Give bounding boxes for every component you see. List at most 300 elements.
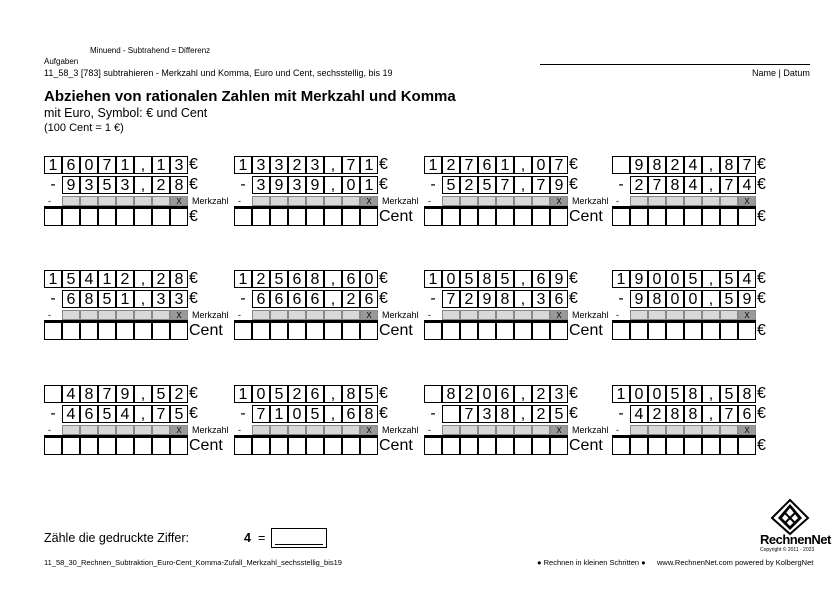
carry-cell[interactable]: [134, 196, 152, 206]
result-digit[interactable]: [152, 437, 170, 455]
result-digit[interactable]: [738, 322, 756, 340]
carry-cell[interactable]: [630, 196, 648, 206]
carry-cell[interactable]: X: [360, 196, 378, 206]
minuend-digit: 1: [360, 156, 378, 174]
carry-cell[interactable]: [252, 425, 270, 435]
carry-cell[interactable]: [514, 425, 532, 435]
result-digit[interactable]: [630, 322, 648, 340]
carry-cell[interactable]: X: [360, 310, 378, 320]
minuend-digit: 0: [648, 270, 666, 288]
carry-cell[interactable]: X: [550, 425, 568, 435]
subtrahend-digit: 2: [532, 405, 550, 423]
merkzahl-label: Merkzahl: [572, 310, 609, 320]
minuend-digit: ,: [514, 156, 532, 174]
carry-cell[interactable]: [702, 425, 720, 435]
carry-cell[interactable]: [514, 310, 532, 320]
carry-cell[interactable]: [630, 425, 648, 435]
subtrahend-digit: 5: [98, 176, 116, 194]
result-digit[interactable]: [306, 437, 324, 455]
carry-cell[interactable]: X: [738, 310, 756, 320]
subtrahend-digit: 6: [550, 290, 568, 308]
minuend-digit: 5: [496, 270, 514, 288]
carry-cell[interactable]: [532, 196, 550, 206]
result-digit[interactable]: [288, 322, 306, 340]
carry-cell[interactable]: [630, 310, 648, 320]
result-digit[interactable]: [342, 437, 360, 455]
minuend-digit: 8: [648, 156, 666, 174]
result-digit[interactable]: [666, 322, 684, 340]
subtrahend-digit: 4: [116, 405, 134, 423]
result-digit[interactable]: [306, 322, 324, 340]
carry-minus: -: [238, 310, 241, 320]
minuend-digit: 0: [648, 385, 666, 403]
rechnennet-logo-icon: [768, 498, 812, 536]
minuend-digit: 1: [44, 156, 62, 174]
euro-symbol: €: [757, 208, 766, 225]
minuend-digit: 6: [478, 156, 496, 174]
merkzahl-label: Merkzahl: [382, 425, 419, 435]
result-digit[interactable]: [360, 322, 378, 340]
carry-cell[interactable]: [116, 310, 134, 320]
result-digit[interactable]: [170, 437, 188, 455]
minuend-digit: 1: [424, 156, 442, 174]
result-digit[interactable]: [252, 322, 270, 340]
subtrahend-digit: 2: [152, 176, 170, 194]
count-answer-box[interactable]: [271, 528, 327, 548]
result-digit[interactable]: [648, 322, 666, 340]
minuend-digit: 4: [684, 156, 702, 174]
cent-label: Cent: [569, 322, 603, 339]
result-digit[interactable]: [612, 208, 630, 226]
result-digit[interactable]: [478, 322, 496, 340]
carry-cell[interactable]: [720, 196, 738, 206]
subtrahend-digit: 5: [306, 405, 324, 423]
subtrahend-digit: ,: [134, 176, 152, 194]
result-digit[interactable]: [478, 208, 496, 226]
result-digit[interactable]: [550, 208, 568, 226]
result-digit[interactable]: [424, 437, 442, 455]
carry-cell[interactable]: [478, 425, 496, 435]
result-digit[interactable]: [252, 208, 270, 226]
subtrahend-digit: 7: [532, 176, 550, 194]
carry-cell[interactable]: X: [738, 196, 756, 206]
carry-cell[interactable]: [342, 310, 360, 320]
minuend-digit: ,: [702, 156, 720, 174]
carry-cell[interactable]: X: [170, 425, 188, 435]
carry-cell[interactable]: X: [550, 196, 568, 206]
subtrahend-digit: 8: [684, 405, 702, 423]
carry-cell[interactable]: [80, 425, 98, 435]
minuend-digit: 0: [442, 270, 460, 288]
result-digit[interactable]: [116, 322, 134, 340]
result-digit[interactable]: [648, 437, 666, 455]
result-digit[interactable]: [360, 437, 378, 455]
subtrahend-digit: [442, 405, 460, 423]
result-digit[interactable]: [532, 322, 550, 340]
result-digit[interactable]: [252, 437, 270, 455]
carry-cell[interactable]: [720, 310, 738, 320]
result-digit[interactable]: [234, 208, 252, 226]
result-digit[interactable]: [270, 208, 288, 226]
subtrahend-digit: 5: [478, 176, 496, 194]
carry-cell[interactable]: [80, 196, 98, 206]
carry-cell[interactable]: [514, 196, 532, 206]
result-digit[interactable]: [684, 322, 702, 340]
result-digit[interactable]: [80, 322, 98, 340]
carry-cell[interactable]: [496, 425, 514, 435]
minuend-digit: 8: [170, 270, 188, 288]
copyright: Copyright © 2011 - 2023: [760, 547, 815, 553]
result-digit[interactable]: [514, 208, 532, 226]
subtrahend-digit: 3: [532, 290, 550, 308]
minuend-digit: 6: [496, 385, 514, 403]
minus-sign: -: [240, 405, 246, 422]
euro-symbol: €: [757, 405, 766, 422]
result-digit[interactable]: [666, 437, 684, 455]
minuend-digit: 7: [738, 156, 756, 174]
subtrahend-digit: 2: [648, 405, 666, 423]
result-digit[interactable]: [170, 208, 188, 226]
carry-cell[interactable]: [134, 425, 152, 435]
subtrahend-digit: 5: [442, 176, 460, 194]
result-digit[interactable]: [134, 208, 152, 226]
result-digit[interactable]: [342, 208, 360, 226]
minuend-digit: 8: [342, 385, 360, 403]
minuend-digit: ,: [702, 270, 720, 288]
result-digit[interactable]: [532, 437, 550, 455]
subtrahend-digit: 0: [684, 290, 702, 308]
carry-cell[interactable]: [702, 196, 720, 206]
carry-cell[interactable]: [442, 196, 460, 206]
result-digit[interactable]: [44, 322, 62, 340]
result-digit[interactable]: [424, 208, 442, 226]
carry-cell[interactable]: [666, 310, 684, 320]
minus-sign: -: [430, 405, 436, 422]
merkzahl-label: Merkzahl: [382, 310, 419, 320]
carry-cell[interactable]: [478, 310, 496, 320]
merkzahl-label: Merkzahl: [382, 196, 419, 206]
carry-cell[interactable]: [478, 196, 496, 206]
result-digit[interactable]: [324, 322, 342, 340]
minuend-digit: 3: [550, 385, 568, 403]
carry-cell[interactable]: X: [360, 425, 378, 435]
result-digit[interactable]: [514, 437, 532, 455]
result-digit[interactable]: [170, 322, 188, 340]
subtrahend-digit: 1: [116, 290, 134, 308]
euro-symbol: €: [189, 290, 198, 307]
result-digit[interactable]: [234, 437, 252, 455]
minuend-digit: 5: [460, 270, 478, 288]
carry-cell[interactable]: [442, 425, 460, 435]
carry-cell[interactable]: [134, 310, 152, 320]
minuend-digit: 7: [98, 156, 116, 174]
result-digit[interactable]: [306, 208, 324, 226]
count-digit: 4: [244, 531, 251, 545]
result-digit[interactable]: [532, 208, 550, 226]
result-digit[interactable]: [684, 208, 702, 226]
carry-cell[interactable]: [342, 196, 360, 206]
result-digit[interactable]: [702, 208, 720, 226]
subtrahend-digit: 5: [550, 405, 568, 423]
minuend-digit: 5: [360, 385, 378, 403]
minuend-digit: [424, 385, 442, 403]
minuend-digit: 8: [442, 385, 460, 403]
result-digit[interactable]: [324, 208, 342, 226]
carry-cell[interactable]: [288, 196, 306, 206]
result-digit[interactable]: [44, 437, 62, 455]
minuend-digit: 6: [532, 270, 550, 288]
carry-cell[interactable]: [324, 425, 342, 435]
result-digit[interactable]: [666, 208, 684, 226]
result-digit[interactable]: [288, 208, 306, 226]
subtrahend-digit: 6: [62, 290, 80, 308]
formula-text: Minuend - Subtrahend = Differenz: [90, 46, 211, 55]
euro-symbol: €: [379, 405, 388, 422]
carry-cell[interactable]: [80, 310, 98, 320]
carry-cell[interactable]: [306, 196, 324, 206]
result-digit[interactable]: [460, 437, 478, 455]
subtrahend-digit: 6: [80, 405, 98, 423]
result-digit[interactable]: [496, 437, 514, 455]
result-digit[interactable]: [550, 437, 568, 455]
result-digit[interactable]: [720, 208, 738, 226]
subtrahend-digit: 9: [62, 176, 80, 194]
subtrahend-digit: ,: [134, 290, 152, 308]
result-digit[interactable]: [496, 208, 514, 226]
result-digit[interactable]: [424, 322, 442, 340]
carry-cell[interactable]: [98, 425, 116, 435]
carry-minus: -: [238, 425, 241, 435]
carry-cell[interactable]: [532, 425, 550, 435]
carry-cell[interactable]: [152, 310, 170, 320]
carry-cell[interactable]: [288, 310, 306, 320]
carry-cell[interactable]: X: [738, 425, 756, 435]
minus-sign: -: [50, 176, 56, 193]
carry-cell[interactable]: [532, 310, 550, 320]
page-subtitle-2: (100 Cent = 1 €): [44, 122, 124, 134]
website: www.RechnenNet.com powered by KolbergNet: [657, 558, 814, 567]
carry-cell[interactable]: [62, 196, 80, 206]
minuend-digit: 9: [630, 156, 648, 174]
carry-cell[interactable]: [270, 196, 288, 206]
subtrahend-digit: ,: [514, 405, 532, 423]
minus-sign: -: [240, 176, 246, 193]
subtrahend-digit: 8: [648, 290, 666, 308]
carry-cell[interactable]: [684, 310, 702, 320]
subtrahend-digit: 6: [252, 290, 270, 308]
carry-cell[interactable]: [288, 425, 306, 435]
merkzahl-label: Merkzahl: [192, 196, 229, 206]
carry-cell[interactable]: [152, 196, 170, 206]
carry-cell[interactable]: [460, 196, 478, 206]
result-digit[interactable]: [342, 322, 360, 340]
result-digit[interactable]: [630, 437, 648, 455]
carry-cell[interactable]: [306, 310, 324, 320]
carry-cell[interactable]: [116, 425, 134, 435]
subtrahend-digit: 8: [80, 290, 98, 308]
carry-cell[interactable]: [152, 425, 170, 435]
minuend-digit: 7: [550, 156, 568, 174]
subtrahend-digit: 8: [496, 405, 514, 423]
carry-cell[interactable]: [98, 196, 116, 206]
result-digit[interactable]: [134, 322, 152, 340]
carry-cell[interactable]: [98, 310, 116, 320]
subtrahend-digit: ,: [702, 290, 720, 308]
subtrahend-digit: 4: [630, 405, 648, 423]
result-digit[interactable]: [62, 437, 80, 455]
result-digit[interactable]: [152, 208, 170, 226]
subtrahend-digit: 7: [496, 176, 514, 194]
subtrahend-digit: ,: [702, 405, 720, 423]
result-digit[interactable]: [152, 322, 170, 340]
euro-symbol: €: [757, 322, 766, 339]
result-digit[interactable]: [80, 437, 98, 455]
result-digit[interactable]: [360, 208, 378, 226]
carry-cell[interactable]: [342, 425, 360, 435]
carry-cell[interactable]: [324, 196, 342, 206]
carry-cell[interactable]: [684, 196, 702, 206]
result-digit[interactable]: [98, 322, 116, 340]
carry-cell[interactable]: [702, 310, 720, 320]
result-digit[interactable]: [116, 437, 134, 455]
result-digit[interactable]: [442, 208, 460, 226]
result-digit[interactable]: [702, 437, 720, 455]
carry-cell[interactable]: [270, 310, 288, 320]
carry-cell[interactable]: [252, 196, 270, 206]
subtrahend-digit: 6: [342, 405, 360, 423]
carry-cell[interactable]: [306, 425, 324, 435]
carry-cell[interactable]: [648, 196, 666, 206]
result-digit[interactable]: [514, 322, 532, 340]
euro-symbol: €: [379, 385, 388, 402]
minuend-digit: ,: [324, 270, 342, 288]
result-digit[interactable]: [702, 322, 720, 340]
carry-cell[interactable]: [496, 196, 514, 206]
result-digit[interactable]: [62, 322, 80, 340]
carry-cell[interactable]: [62, 310, 80, 320]
result-digit[interactable]: [62, 208, 80, 226]
merkzahl-label: Merkzahl: [192, 310, 229, 320]
minuend-digit: 4: [80, 270, 98, 288]
result-digit[interactable]: [270, 322, 288, 340]
carry-cell[interactable]: [252, 310, 270, 320]
minuend-digit: 1: [98, 270, 116, 288]
result-digit[interactable]: [630, 208, 648, 226]
result-digit[interactable]: [550, 322, 568, 340]
minuend-digit: 8: [306, 270, 324, 288]
result-digit[interactable]: [80, 208, 98, 226]
carry-cell[interactable]: [496, 310, 514, 320]
merkzahl-label: Merkzahl: [572, 425, 609, 435]
minus-sign: -: [618, 290, 624, 307]
carry-minus: -: [48, 310, 51, 320]
result-digit[interactable]: [442, 322, 460, 340]
result-digit[interactable]: [684, 437, 702, 455]
result-digit[interactable]: [648, 208, 666, 226]
euro-symbol: €: [757, 156, 766, 173]
carry-cell[interactable]: [720, 425, 738, 435]
minuend-digit: 5: [666, 385, 684, 403]
result-digit[interactable]: [720, 437, 738, 455]
carry-cell[interactable]: [648, 425, 666, 435]
euro-symbol: €: [569, 405, 578, 422]
minuend-digit: 8: [684, 385, 702, 403]
minuend-digit: 2: [170, 385, 188, 403]
minuend-digit: 8: [478, 270, 496, 288]
subtrahend-digit: ,: [514, 176, 532, 194]
result-digit[interactable]: [738, 208, 756, 226]
result-digit[interactable]: [270, 437, 288, 455]
minuend-digit: 4: [62, 385, 80, 403]
carry-cell[interactable]: [270, 425, 288, 435]
carry-cell[interactable]: [684, 425, 702, 435]
subtrahend-digit: 9: [306, 176, 324, 194]
result-digit[interactable]: [612, 322, 630, 340]
carry-cell[interactable]: X: [170, 196, 188, 206]
subtrahend-digit: ,: [702, 176, 720, 194]
carry-cell[interactable]: [324, 310, 342, 320]
subtrahend-digit: 3: [80, 176, 98, 194]
carry-cell[interactable]: [442, 310, 460, 320]
carry-cell[interactable]: [460, 425, 478, 435]
subtrahend-digit: 7: [648, 176, 666, 194]
carry-cell[interactable]: X: [170, 310, 188, 320]
carry-cell[interactable]: [116, 196, 134, 206]
carry-cell[interactable]: [648, 310, 666, 320]
minuend-digit: 2: [116, 270, 134, 288]
euro-symbol: €: [569, 270, 578, 287]
result-digit[interactable]: [720, 322, 738, 340]
worksheet-code: 11_58_3 [783] subtrahieren - Merkzahl und Komma, Euro und Cent, sechsstellig, bis 19: [44, 68, 393, 78]
euro-symbol: €: [189, 176, 198, 193]
minuend-digit: 3: [306, 156, 324, 174]
minuend-digit: 8: [720, 156, 738, 174]
result-digit[interactable]: [496, 322, 514, 340]
minuend-digit: 8: [80, 385, 98, 403]
result-digit[interactable]: [134, 437, 152, 455]
carry-cell[interactable]: [666, 196, 684, 206]
result-digit[interactable]: [116, 208, 134, 226]
subtrahend-digit: 7: [460, 405, 478, 423]
result-digit[interactable]: [44, 208, 62, 226]
minuend-digit: 5: [684, 270, 702, 288]
result-digit[interactable]: [234, 322, 252, 340]
subtrahend-digit: ,: [134, 405, 152, 423]
result-digit[interactable]: [478, 437, 496, 455]
result-digit[interactable]: [98, 437, 116, 455]
subtrahend-digit: ,: [514, 290, 532, 308]
carry-cell[interactable]: [62, 425, 80, 435]
result-digit[interactable]: [612, 437, 630, 455]
result-digit[interactable]: [442, 437, 460, 455]
subtrahend-digit: 7: [252, 405, 270, 423]
subtrahend-digit: 8: [360, 405, 378, 423]
carry-cell[interactable]: [460, 310, 478, 320]
minuend-digit: 3: [170, 156, 188, 174]
result-digit[interactable]: [460, 322, 478, 340]
carry-cell[interactable]: X: [550, 310, 568, 320]
result-digit[interactable]: [288, 437, 306, 455]
carry-minus: -: [616, 310, 619, 320]
carry-cell[interactable]: [666, 425, 684, 435]
result-digit[interactable]: [324, 437, 342, 455]
result-digit[interactable]: [98, 208, 116, 226]
euro-symbol: €: [379, 156, 388, 173]
result-digit[interactable]: [460, 208, 478, 226]
result-digit[interactable]: [738, 437, 756, 455]
subtrahend-digit: 7: [720, 176, 738, 194]
file-name: 11_58_30_Rechnen_Subtraktion_Euro-Cent_Komma-Zufall_Merkzahl_sechsstellig_bis19: [44, 558, 342, 567]
